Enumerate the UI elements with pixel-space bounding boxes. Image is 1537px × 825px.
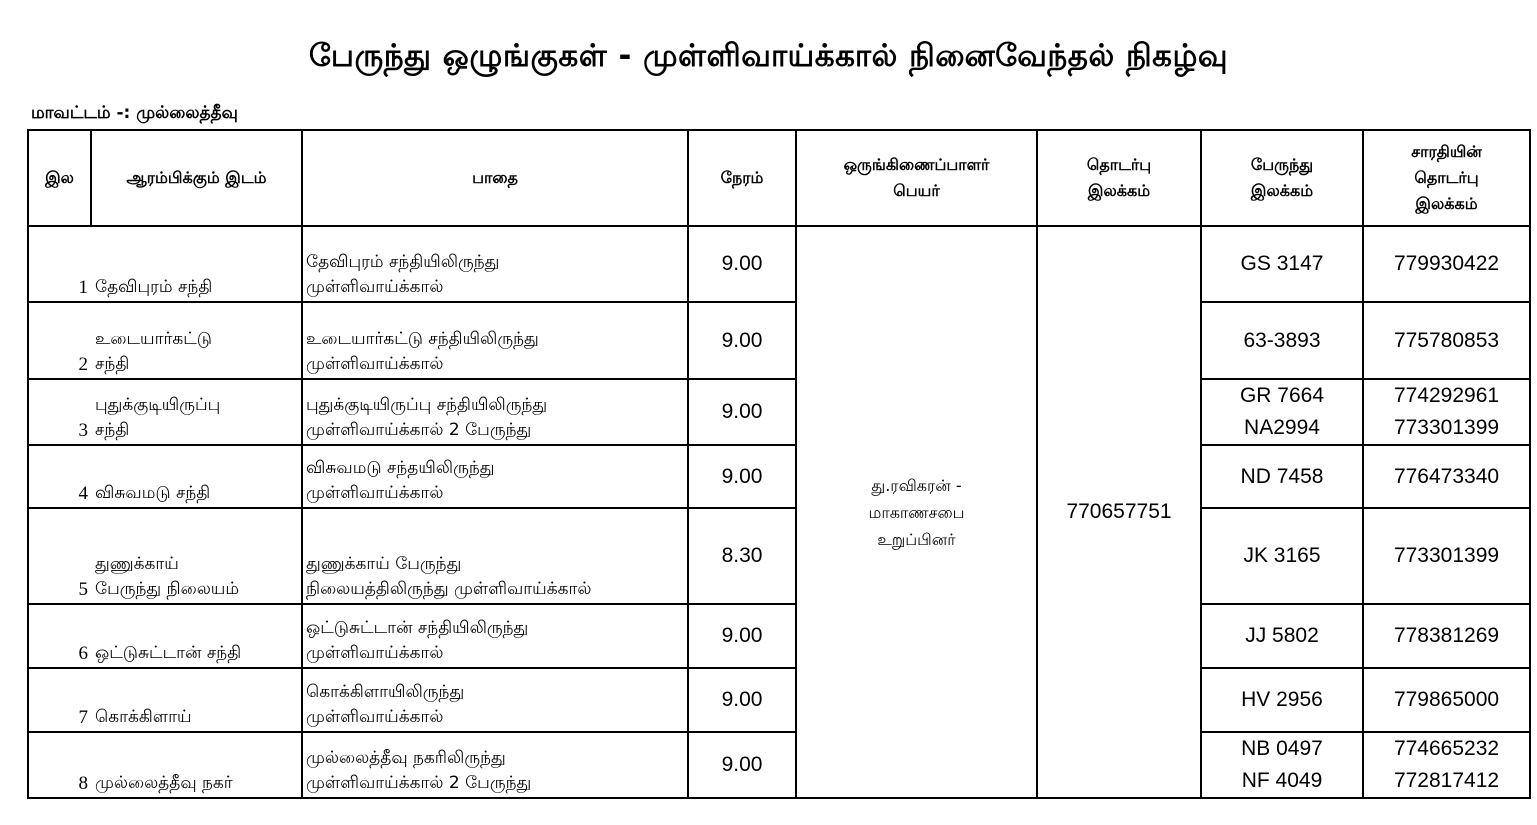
coordinator-line3: உறுப்பினர் — [877, 529, 956, 549]
start-place — [91, 508, 302, 604]
driver-contact-1: 774292961 — [1393, 384, 1500, 407]
coordinator-contact: 770657751 — [1037, 226, 1201, 798]
start-place-line2: பேருந்து நிலையம் — [95, 579, 240, 599]
bus-number — [1201, 732, 1363, 798]
start-place-line2: தேவிபுரம் சந்தி — [95, 277, 213, 297]
route-line1: முல்லைத்தீவு நகரிலிருந்து — [306, 748, 506, 768]
table-row — [28, 732, 1530, 798]
table-row — [28, 604, 1530, 668]
start-place — [91, 732, 302, 798]
row-number: 7 — [28, 668, 91, 732]
header-row — [28, 130, 1530, 226]
coordinator-line1: து.ரவிகரன் - — [871, 475, 962, 495]
route-line2: முள்ளிவாய்க்கால் — [306, 277, 444, 297]
driver-contact-1: 774665232 — [1393, 737, 1500, 760]
row-number: 3 — [28, 379, 91, 445]
district-label: மாவட்டம் -: முல்லைத்தீவு — [31, 103, 238, 123]
start-place — [91, 379, 302, 445]
driver-contact-1: 773301399 — [1393, 544, 1500, 567]
driver-contact — [1363, 379, 1530, 445]
bus-number — [1201, 445, 1363, 508]
driver-contact-1: 778381269 — [1393, 624, 1500, 647]
header-sno: இல — [28, 130, 91, 226]
header-contact — [1037, 130, 1201, 226]
route-line2: முள்ளிவாய்க்கால் — [306, 643, 444, 663]
table-row — [28, 302, 1530, 379]
bus-number — [1201, 302, 1363, 379]
start-place-line1: துணுக்காய் — [95, 554, 179, 574]
departure-time: 9.00 — [688, 302, 796, 379]
departure-time: 9.00 — [688, 604, 796, 668]
start-place — [91, 302, 302, 379]
start-place — [91, 604, 302, 668]
route-line2: முள்ளிவாய்க்கால் — [306, 354, 444, 374]
driver-contact — [1363, 508, 1530, 604]
start-place-line2: விசுவமடு சந்தி — [95, 483, 211, 503]
header-bus-line1: பேருந்து — [1250, 155, 1314, 174]
route-line2: முள்ளிவாய்க்கால் 2 பேருந்து — [306, 420, 532, 440]
driver-contact — [1363, 732, 1530, 798]
header-time: நேரம் — [688, 130, 796, 226]
bus-number-2: NA2994 — [1244, 416, 1320, 439]
departure-time: 8.30 — [688, 508, 796, 604]
header-coordinator — [796, 130, 1037, 226]
start-place — [91, 226, 302, 302]
table-row — [28, 508, 1530, 604]
header-contact-line2: இலக்கம் — [1087, 181, 1151, 200]
driver-contact-1: 776473340 — [1393, 464, 1500, 488]
table-row — [28, 445, 1530, 508]
table-row — [28, 668, 1530, 732]
header-bus — [1201, 130, 1363, 226]
coordinator-line2: மாகாணசபை — [868, 502, 965, 522]
route — [302, 445, 688, 508]
header-coordinator-line2: பெயர் — [893, 181, 940, 200]
route-line1: புதுக்குடியிருப்பு சந்தியிலிருந்து — [306, 395, 548, 415]
bus-number-1: JK 3165 — [1243, 544, 1321, 567]
header-route: பாதை — [302, 130, 688, 226]
route-line1: விசுவமடு சந்தயிலிருந்து — [306, 458, 495, 478]
route-line2: முள்ளிவாய்க்கால் 2 பேருந்து — [306, 773, 532, 793]
departure-time: 9.00 — [688, 732, 796, 798]
start-place-line2: சந்தி — [95, 420, 130, 440]
table-row — [28, 379, 1530, 445]
route — [302, 226, 688, 302]
route-line2: முள்ளிவாய்க்கால் — [306, 483, 444, 503]
driver-contact — [1363, 226, 1530, 302]
departure-time: 9.00 — [688, 226, 796, 302]
header-coordinator-line1: ஒருங்கிணைப்பாளர் — [843, 155, 990, 174]
bus-number-1: GS 3147 — [1240, 252, 1324, 275]
header-driver-line2: தொடர்பு — [1414, 168, 1479, 187]
bus-number-1: 63-3893 — [1243, 328, 1321, 352]
bus-number-1: ND 7458 — [1240, 464, 1324, 488]
bus-number — [1201, 668, 1363, 732]
route — [302, 508, 688, 604]
bus-number-1: NB 0497 — [1241, 737, 1323, 760]
driver-contact — [1363, 445, 1530, 508]
driver-contact — [1363, 604, 1530, 668]
bus-number — [1201, 604, 1363, 668]
row-number: 1 — [28, 226, 91, 302]
route — [302, 379, 688, 445]
row-number: 5 — [28, 508, 91, 604]
coordinator-name — [796, 226, 1037, 798]
header-driver-line3: இலக்கம் — [1415, 194, 1478, 213]
bus-number-1: JJ 5802 — [1245, 624, 1319, 647]
departure-time: 9.00 — [688, 445, 796, 508]
route-line1: உடையார்கட்டு சந்தியிலிருந்து — [306, 329, 539, 349]
bus-number — [1201, 226, 1363, 302]
row-number: 8 — [28, 732, 91, 798]
driver-contact-1: 779865000 — [1393, 688, 1500, 711]
bus-number — [1201, 508, 1363, 604]
route-line1: ஒட்டுசுட்டான் சந்தியிலிருந்து — [306, 618, 529, 638]
departure-time: 9.00 — [688, 379, 796, 445]
bus-number — [1201, 379, 1363, 445]
driver-contact-2: 772817412 — [1393, 769, 1500, 792]
route-line1: கொக்கிளாயிலிருந்து — [306, 682, 465, 702]
start-place — [91, 445, 302, 508]
header-driver — [1363, 130, 1530, 226]
start-place-line2: கொக்கிளாய் — [95, 707, 192, 727]
start-place-line1: புதுக்குடியிருப்பு — [95, 395, 221, 415]
bus-number-2: NF 4049 — [1241, 769, 1323, 792]
start-place-line2: ஒட்டுசுட்டான் சந்தி — [95, 643, 242, 663]
bus-number-1: HV 2956 — [1241, 688, 1323, 711]
bus-schedule-table — [27, 129, 1531, 799]
driver-contact — [1363, 302, 1530, 379]
row-number: 2 — [28, 302, 91, 379]
route — [302, 668, 688, 732]
header-contact-line1: தொடர்பு — [1086, 155, 1152, 174]
start-place-line2: சந்தி — [95, 354, 130, 374]
route-line1: தேவிபுரம் சந்தியிலிருந்து — [306, 252, 500, 272]
driver-contact-2: 773301399 — [1393, 416, 1500, 439]
route-line2: முள்ளிவாய்க்கால் — [306, 707, 444, 727]
row-number: 6 — [28, 604, 91, 668]
header-start: ஆரம்பிக்கும் இடம் — [91, 130, 302, 226]
page-title: பேருந்து ஒழுங்குகள் - முள்ளிவாய்க்கால் நினைவேந்தல் நிகழ்வு — [308, 38, 1229, 74]
bus-number-1: GR 7664 — [1239, 384, 1325, 407]
header-driver-line1: சாரதியின் — [1411, 142, 1482, 161]
route-line2: நிலையத்திலிருந்து முள்ளிவாய்க்கால் — [306, 579, 592, 599]
route-line1: துணுக்காய் பேருந்து — [306, 554, 462, 574]
header-bus-line2: இலக்கம் — [1250, 181, 1314, 200]
start-place-line2: முல்லைத்தீவு நகர் — [95, 773, 233, 793]
route — [302, 604, 688, 668]
table-row — [28, 226, 1530, 302]
driver-contact — [1363, 668, 1530, 732]
driver-contact-1: 779930422 — [1393, 252, 1500, 275]
departure-time: 9.00 — [688, 668, 796, 732]
driver-contact-1: 775780853 — [1393, 328, 1500, 352]
route — [302, 302, 688, 379]
start-place — [91, 668, 302, 732]
route — [302, 732, 688, 798]
start-place-line1: உடையார்கட்டு — [95, 329, 212, 349]
row-number: 4 — [28, 445, 91, 508]
